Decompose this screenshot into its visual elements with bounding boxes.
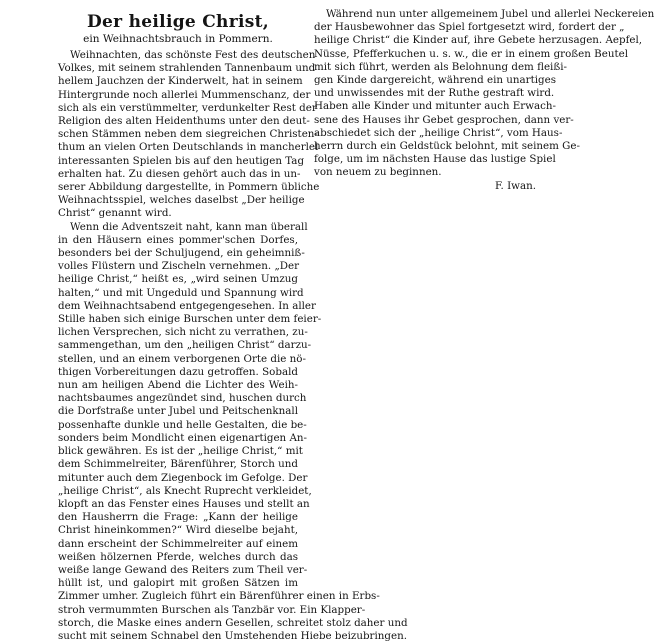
text-line: sene des Hauses ihr Gebet gesprochen, dann ver-: [314, 113, 574, 126]
text-line: stellen, und an einem verborgenen Orte die nö-: [58, 352, 306, 365]
text-line: Wenn die Adventszeit naht, kann man überall: [70, 220, 308, 233]
text-line: Hintergrunde noch allerlei Mummenschanz, der: [58, 88, 311, 101]
text-line: dem Schimmelreiter, Bärenführer, Storch und: [58, 458, 298, 471]
text-line: sammengethan, um den „heiligen Christ“ darzu-: [58, 339, 312, 352]
text-line: nun am heiligen Abend die Lichter des Weih-: [58, 379, 298, 392]
right-column-text: [314, 8, 654, 180]
text-line: heilige Christ“ die Kinder auf, ihre Gebete herzusagen. Aepfel,: [314, 34, 643, 47]
signature-row: [314, 180, 554, 193]
text-line: volles Flüstern und Zischeln vernehmen. „Der: [58, 260, 300, 273]
text-line: den Hausherrn die Frage: „Kann der heilige: [58, 511, 298, 524]
text-line: klopft an das Fenster eines Hauses und stellt an: [58, 497, 310, 510]
text-line: Weihnachtsspiel, welches daselbst „Der heilige: [58, 194, 305, 207]
text-line: mitunter auch dem Ziegenbock im Gefolge. Der: [58, 471, 308, 484]
text-line: Nüsse, Pfefferkuchen u. s. w., die er in einem großen Beutel: [314, 47, 628, 60]
text-line: Während nun unter allgemeinem Jubel und allerlei Neckereien: [326, 8, 654, 20]
text-line: besonders bei der Schuljugend, ein geheimniß-: [58, 247, 305, 260]
text-line: serer Abbildung dargestellte, in Pommern übliche: [58, 181, 320, 194]
text-line: schen Stämmen neben dem siegreichen Christen-: [58, 128, 318, 141]
text-line: Volkes, mit seinem strahlenden Tannenbaum und: [58, 62, 316, 75]
text-line: thigen Vorbereitungen dazu getroffen. Sobald: [58, 365, 298, 378]
text-line: stroh vermummten Burschen als Tanzbär vor. Ein Klapper-: [58, 603, 366, 616]
text-line: dann erscheint der Schimmelreiter auf einem: [58, 537, 298, 550]
text-line: von neuem zu beginnen.: [314, 166, 442, 179]
author-signature: F. Iwan.: [494, 179, 536, 192]
text-line: dem Weihnachtsabend entgegengesehen. In aller: [58, 299, 316, 312]
text-line: Zimmer umher. Zugleich führt ein Bärenführer einen in Erbs-: [58, 590, 380, 603]
text-line: „heilige Christ“, als Knecht Ruprecht verkleidet,: [58, 484, 312, 497]
text-line: der Hausbewohner das Spiel fortgesetzt wird, fordert der „: [314, 21, 625, 34]
text-line: hellem Jauchzen der Kinderwelt, hat in seinem: [58, 75, 303, 88]
right-column: [314, 0, 654, 193]
text-line: heilige Christ,“ heißt es, „wird seinen Umzug: [58, 273, 298, 286]
text-line: und unwissendes mit der Ruthe gestraft wird.: [314, 87, 555, 100]
text-line: hüllt ist, und galopirt mit großen Sätzen im: [58, 577, 298, 590]
text-line: erhalten hat. Zu diesen gehört auch das in un-: [58, 167, 301, 180]
text-line: blick gewähren. Es ist der „heilige Christ,“ mit: [58, 445, 303, 458]
text-line: die Dorfstraße unter Jubel und Peitschenknall: [58, 405, 298, 418]
text-line: Christ“ genannt wird.: [58, 207, 172, 220]
text-line: weiße lange Gewand des Reiters zum Theil ver-: [58, 563, 308, 576]
text-line: storch, die Maske eines andern Gesellen, schreitet stolz daher und: [58, 616, 408, 629]
text-line: interessanten Spielen bis auf den heutigen Tag: [58, 154, 305, 167]
text-line: in den Häusern eines pommer'schen Dorfes,: [58, 233, 298, 246]
text-line: sucht mit seinem Schnabel den Umstehenden Hiebe beizubringen.: [58, 629, 407, 642]
text-line: possenhafte dunkle und helle Gestalten, die be-: [58, 418, 307, 431]
text-line: abschiedet sich der „heilige Christ“, vom Haus-: [314, 126, 563, 139]
text-line: lichen Versprechen, sich nicht zu verrathen, zu-: [58, 326, 308, 339]
text-line: weißen hölzernen Pferde, welches durch das: [58, 550, 298, 563]
text-line: thum an vielen Orten Deutschlands in mancherlei: [58, 141, 319, 154]
article-title: Der heilige Christ,: [87, 12, 269, 32]
text-line: Haben alle Kinder und mitunter auch Erwach-: [314, 100, 557, 113]
text-line: mit sich führt, werden als Belohnung dem fleißi-: [314, 60, 567, 73]
text-line: Christ hineinkommen?“ Wird dieselbe bejaht,: [58, 524, 298, 537]
text-line: folge, um im nächsten Hause das lustige Spiel: [314, 153, 556, 166]
text-line: halten,“ und mit Ungeduld und Spannung wird: [58, 286, 304, 299]
text-line: Religion des alten Heidenthums unter den deut-: [58, 115, 310, 128]
article-subtitle: ein Weihnachtsbrauch in Pommern.: [83, 33, 273, 45]
text-line: nachtsbaumes angezündet sind, huschen durch: [58, 392, 307, 405]
text-line: sich als ein verstümmelter, verdunkelter Rest der: [58, 101, 317, 114]
text-line: herrn durch ein Geldstück belohnt, mit seinem Ge-: [314, 140, 580, 153]
text-line: sonders beim Mondlicht einen eigenartigen An-: [58, 431, 308, 444]
text-line: Weihnachten, das schönste Fest des deutschen: [70, 49, 316, 61]
text-line: gen Kinde dargereicht, während ein unartiges: [314, 74, 557, 87]
text-line: Stille haben sich einige Burschen unter dem feier-: [58, 313, 322, 326]
